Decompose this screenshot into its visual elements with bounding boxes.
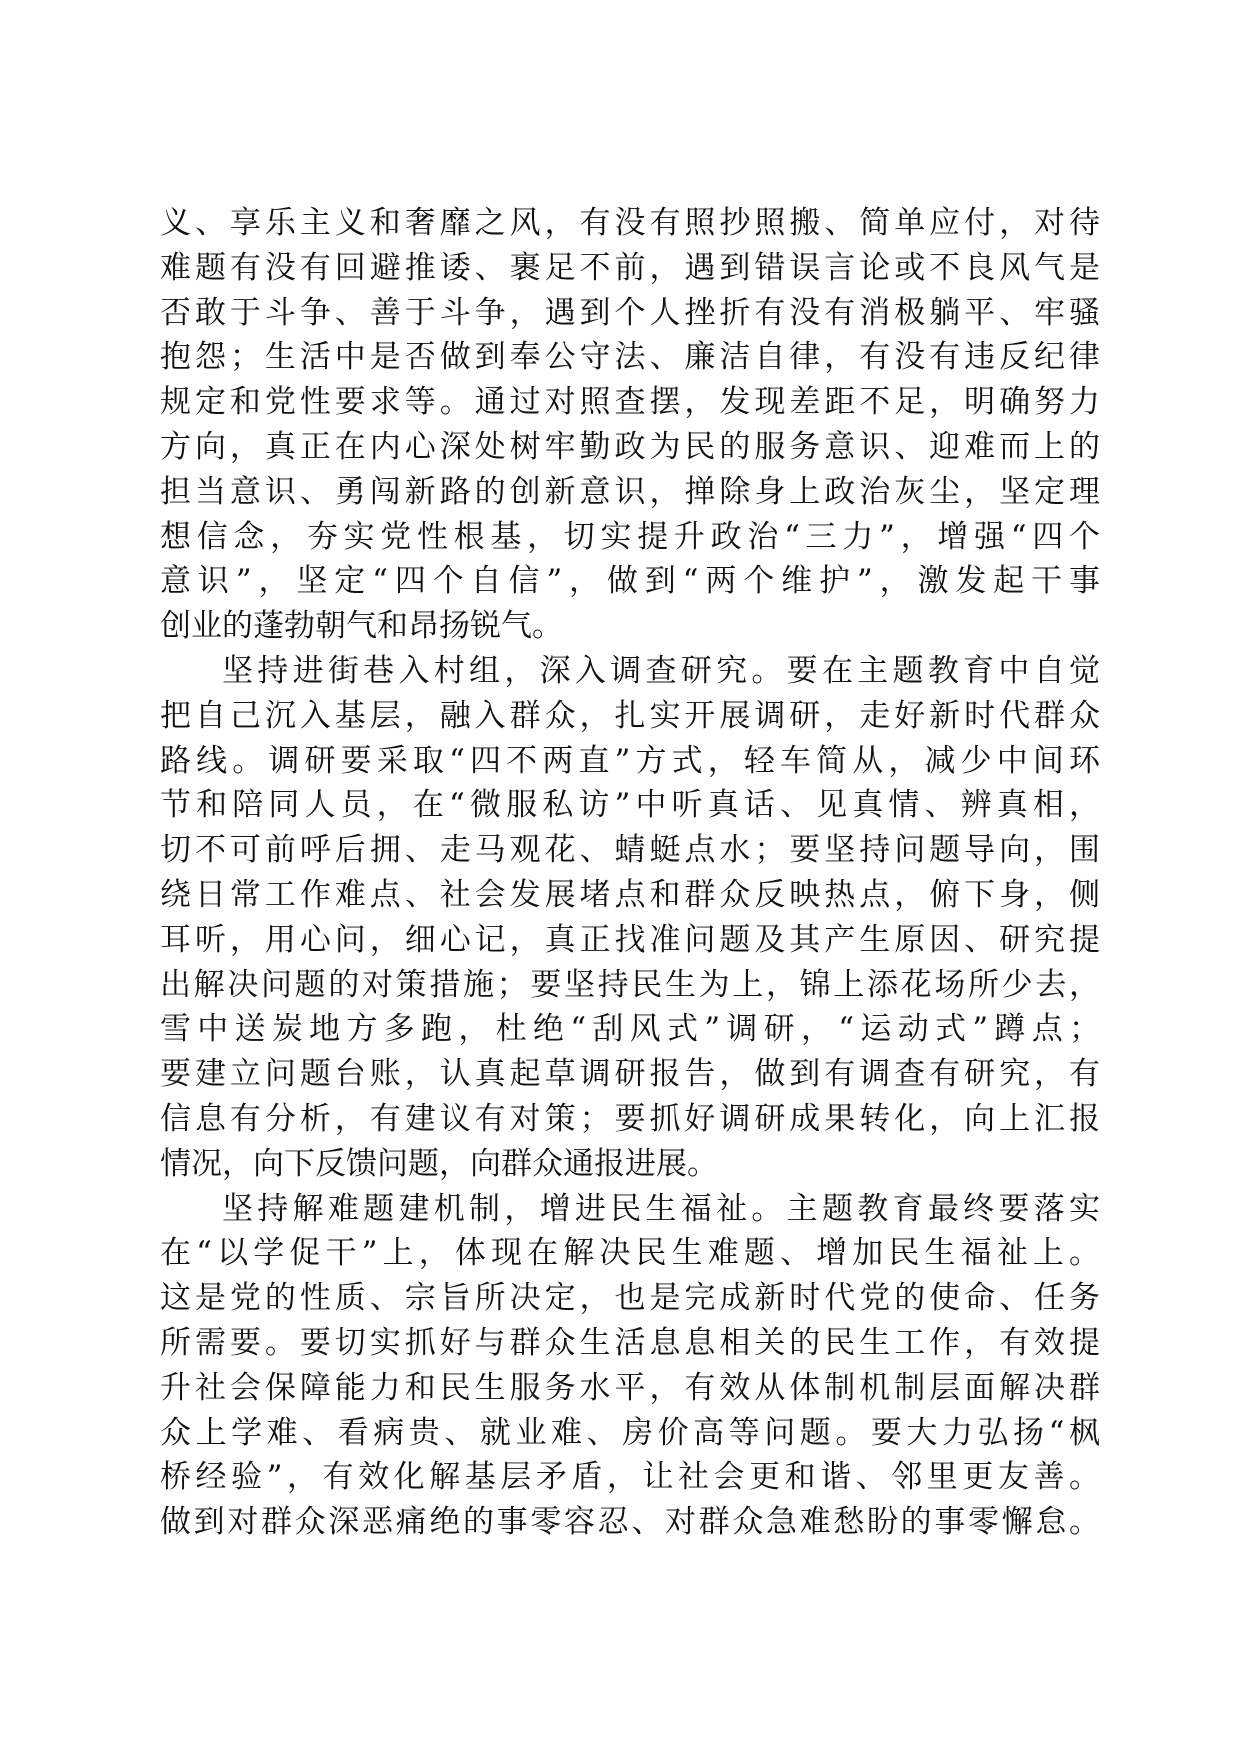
text-line: 要建立问题台账，认真起草调研报告，做到有调查有研究，有: [160, 1056, 1100, 1093]
text-line: 桥经验”，有效化解基层矛盾，让社会更和谐、邻里更友善。: [160, 1459, 1100, 1496]
text-line: 想信念，夯实党性根基，切实提升政治“三力”，增强“四个: [160, 518, 1100, 555]
text-line: 众上学难、看病贵、就业难、房价高等问题。要大力弘扬“枫: [160, 1414, 1100, 1451]
paragraph-start-line: 坚持解难题建机制，增进民生福祉。主题教育最终要落实: [222, 1190, 1100, 1227]
text-line: 规定和党性要求等。通过对照查摆，发现差距不足，明确努力: [160, 384, 1100, 421]
text-line: 义、享乐主义和奢靡之风，有没有照抄照搬、简单应付，对待: [160, 205, 1100, 241]
text-line: 出解决问题的对策措施；要坚持民生为上，锦上添花场所少去，: [160, 966, 1100, 1003]
text-line: 否敢于斗争、善于斗争，遇到个人挫折有没有消极躺平、牢骚: [160, 294, 1100, 331]
text-line: 意识”，坚定“四个自信”，做到“两个维护”，激发起干事: [160, 563, 1100, 600]
text-line: 绕日常工作难点、社会发展堵点和群众反映热点，俯下身，侧: [160, 876, 1100, 913]
text-line: 升社会保障能力和民生服务水平，有效从体制机制层面解决群: [160, 1369, 1100, 1406]
text-line: 在“以学促干”上，体现在解决民生难题、增加民生福祉上。: [160, 1235, 1100, 1272]
body-text: [160, 201, 1100, 1545]
text-line: 雪中送炭地方多跑，杜绝“刮风式”调研，“运动式”蹲点；: [160, 1011, 1100, 1048]
text-line: 路线。调研要采取“四不两直”方式，轻车简从，减少中间环: [160, 742, 1100, 779]
text-line: 抱怨；生活中是否做到奉公守法、廉洁自律，有没有违反纪律: [160, 339, 1100, 376]
text-line: 切不可前呼后拥、走马观花、蜻蜓点水；要坚持问题导向，围: [160, 832, 1100, 869]
text-line: 方向，真正在内心深处树牢勤政为民的服务意识、迎难而上的: [160, 428, 1100, 465]
text-line: 耳听，用心问，细心记，真正找准问题及其产生原因、研究提: [160, 921, 1100, 958]
text-line: 做到对群众深恶痛绝的事零容忍、对群众急难愁盼的事零懈怠。: [160, 1504, 1100, 1541]
text-line: 把自己沉入基层，融入群众，扎实开展调研，走好新时代群众: [160, 697, 1100, 734]
text-line: 担当意识、勇闯新路的创新意识，掸除身上政治灰尘，坚定理: [160, 473, 1100, 510]
paragraph-end-line: 创业的蓬勃朝气和昂扬锐气。: [160, 608, 563, 645]
text-line: 节和陪同人员，在“微服私访”中听真话、见真情、辨真相，: [160, 787, 1100, 824]
paragraph-end-line: 情况，向下反馈问题，向群众通报进展。: [160, 1145, 718, 1182]
text-line: 难题有没有回避推诿、裹足不前，遇到错误言论或不良风气是: [160, 249, 1100, 286]
paragraph-start-line: 坚持进街巷入村组，深入调查研究。要在主题教育中自觉: [222, 652, 1100, 689]
text-line: 所需要。要切实抓好与群众生活息息相关的民生工作，有效提: [160, 1324, 1100, 1361]
text-line: 这是党的性质、宗旨所决定，也是完成新时代党的使命、任务: [160, 1280, 1100, 1317]
text-line: 信息有分析，有建议有对策；要抓好调研成果转化，向上汇报: [160, 1100, 1100, 1137]
